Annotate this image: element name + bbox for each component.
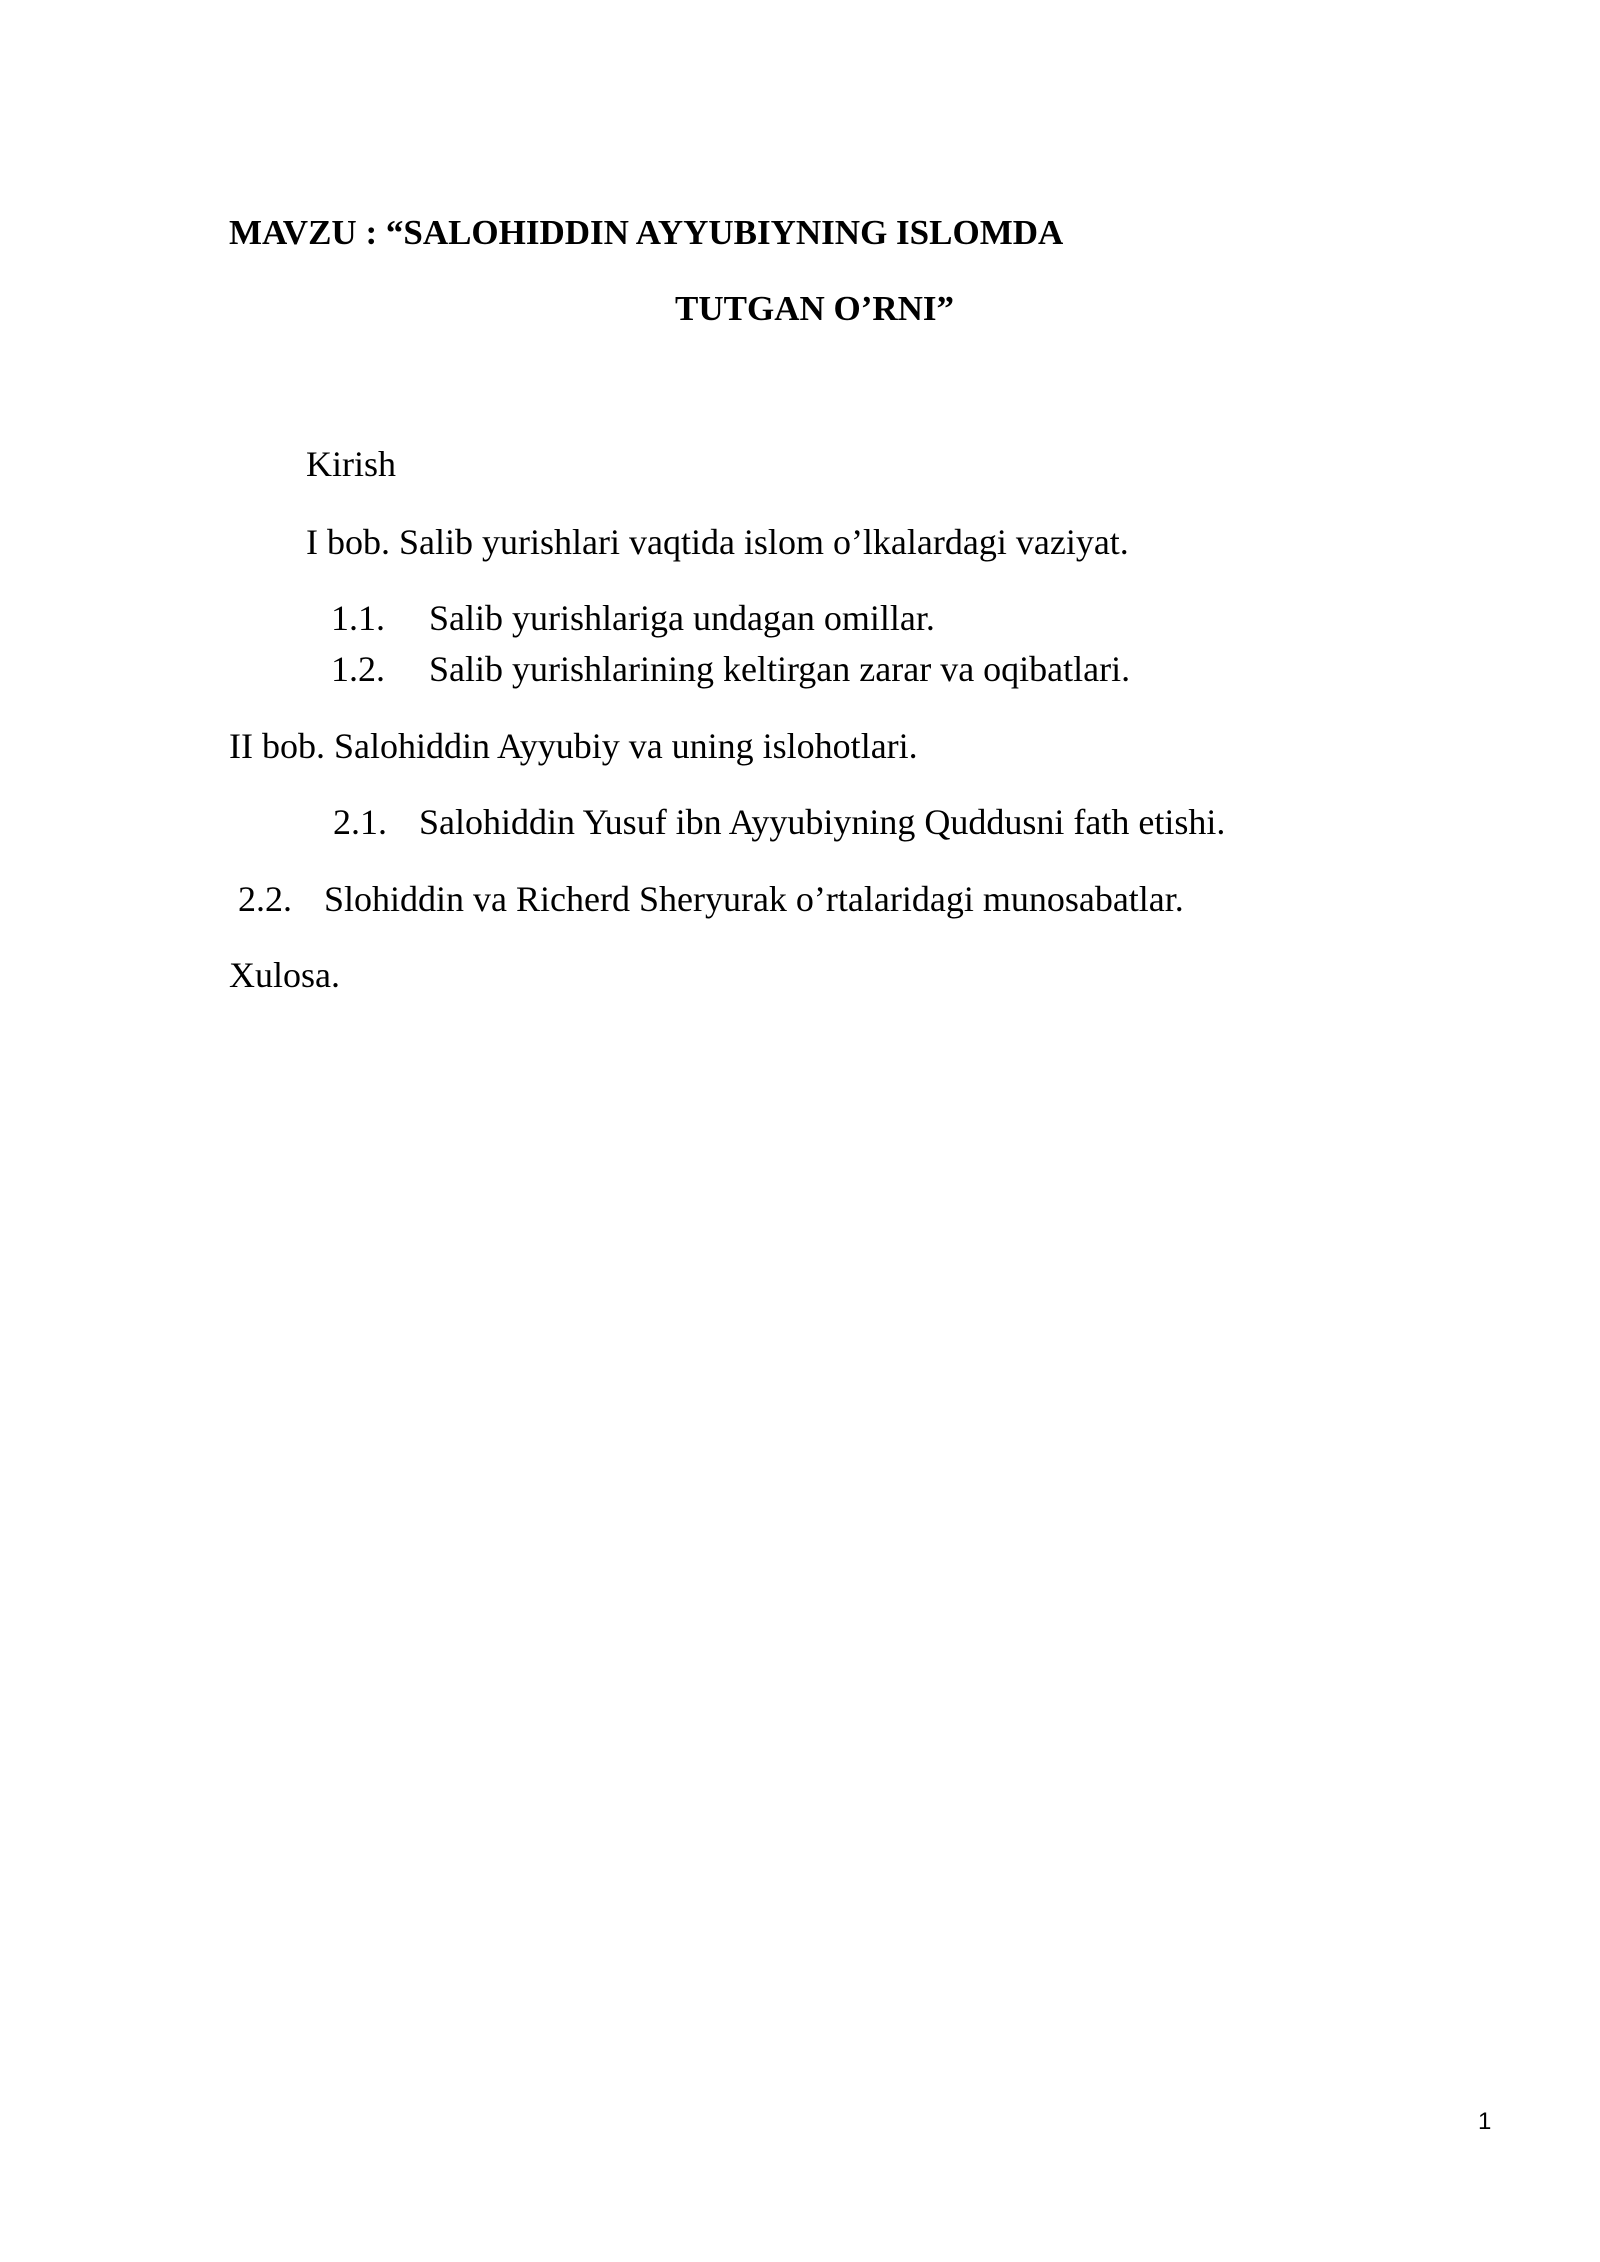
toc-item-text: Salohiddin Yusuf ibn Ayyubiyning Quddusni fath etishi.	[419, 802, 1226, 842]
toc-item-2-1	[333, 800, 1225, 844]
page-number: 1	[1478, 2108, 1492, 2135]
toc-item-number: 2.1.	[333, 802, 387, 842]
toc-conclusion: Xulosa.	[229, 955, 340, 995]
toc-item-text: Slohiddin va Richerd Sheryurak o’rtalaridagi munosabatlar.	[324, 879, 1184, 919]
title-line-2: TUTGAN O’RNI”	[675, 289, 955, 328]
toc-chapter-2: II bob. Salohiddin Ayyubiy va uning islohotlari.	[229, 726, 918, 766]
toc-item-text: Salib yurishlarining keltirgan zarar va oqibatlari.	[429, 649, 1131, 689]
toc-item-1-2	[331, 647, 1130, 691]
toc-item-1-1	[331, 596, 935, 640]
toc-chapter-1: I bob. Salib yurishlari vaqtida islom o’lkalardagi vaziyat.	[306, 522, 1129, 562]
toc-item-text: Salib yurishlariga undagan omillar.	[429, 598, 935, 638]
title-line-1: MAVZU : “SALOHIDDIN AYYUBIYNING ISLOMDA	[229, 213, 1064, 252]
toc-item-number: 2.2.	[238, 879, 292, 919]
toc-item-number: 1.1.	[331, 598, 385, 638]
toc-item-number: 1.2.	[331, 649, 385, 689]
toc-intro: Kirish	[306, 444, 396, 484]
toc-item-2-2	[238, 877, 1184, 921]
